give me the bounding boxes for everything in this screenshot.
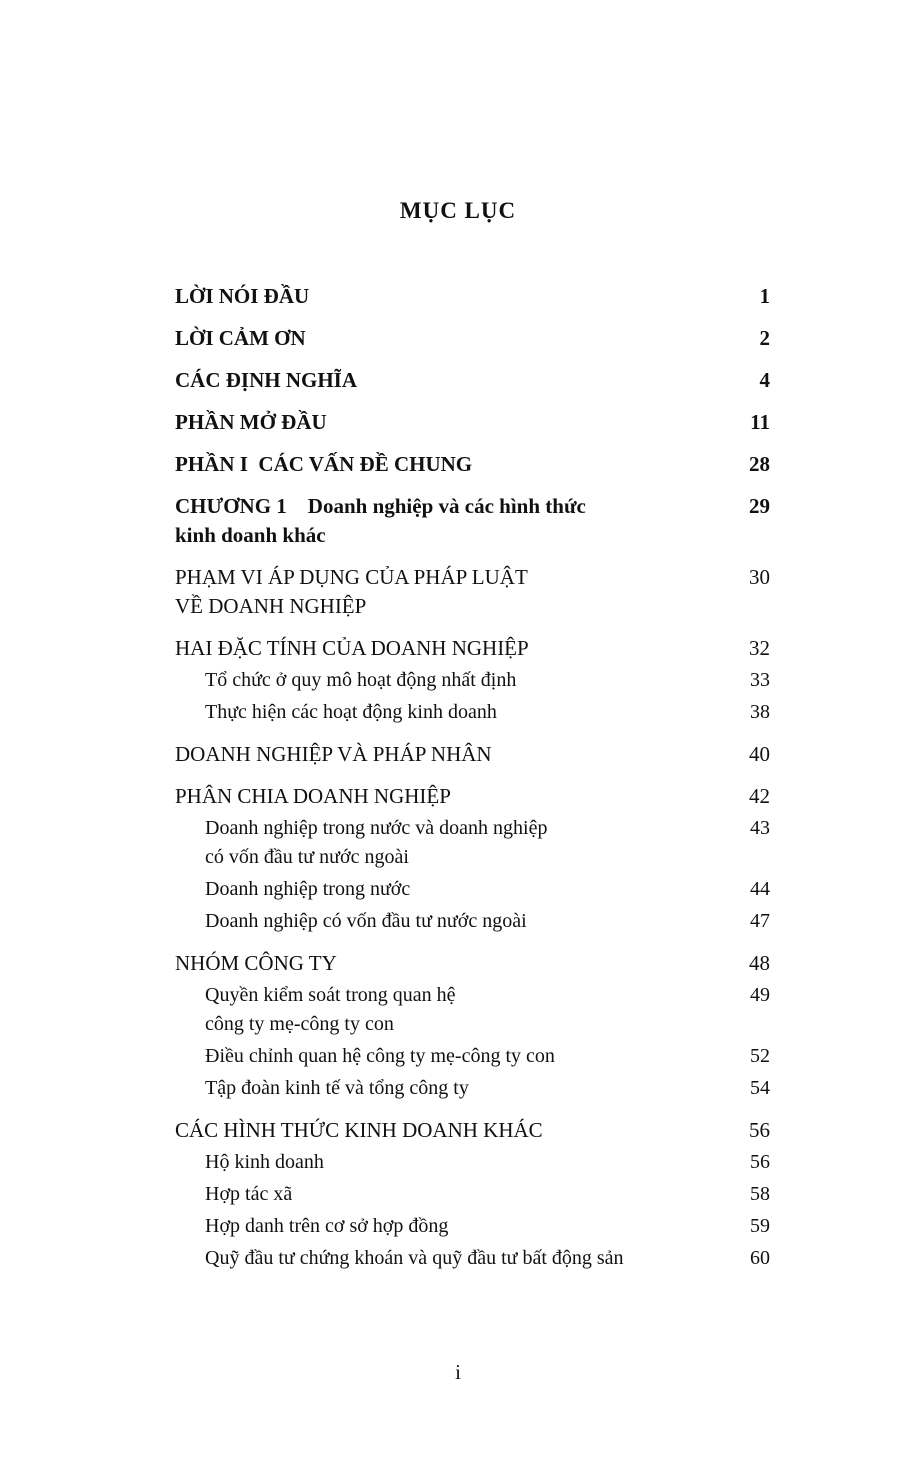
toc-entry-page: 58 [750, 1183, 770, 1205]
toc-entry-title: Hộ kinh doanh [205, 1151, 324, 1173]
toc-entry-title: DOANH NGHIỆP VÀ PHÁP NHÂN [175, 742, 492, 766]
toc-entry-page: 49 [750, 984, 770, 1006]
toc-entry-page: 47 [750, 910, 770, 932]
toc-entry [175, 782, 770, 811]
toc-entry [175, 949, 770, 978]
toc-entry [175, 450, 770, 479]
toc-entry-page: 11 [750, 410, 770, 434]
toc-entry-title: Doanh nghiệp trong nước [205, 878, 411, 900]
toc-entry-page: 54 [750, 1077, 770, 1099]
toc-entry-title: PHẦN MỞ ĐẦU [175, 410, 327, 434]
toc-entry-page: 33 [750, 669, 770, 691]
toc-entry-title: PHẦN I CÁC VẤN ĐỀ CHUNG [175, 452, 473, 476]
toc-entry [175, 1244, 770, 1273]
footer-page-number: i [455, 1360, 461, 1384]
toc-entry [175, 666, 770, 695]
toc-entry [175, 875, 770, 904]
toc-entry-page: 60 [750, 1247, 770, 1269]
toc-entry-title: Doanh nghiệp trong nước và doanh nghiệp có vốn đầu tư nước ngoài [205, 817, 548, 868]
toc-entry-title: Tập đoàn kinh tế và tổng công ty [205, 1077, 469, 1099]
toc-entry-title: NHÓM CÔNG TY [175, 951, 337, 975]
toc-entry-title: Quỹ đầu tư chứng khoán và quỹ đầu tư bất động sản [205, 1247, 624, 1269]
toc-entry [175, 698, 770, 727]
toc-entry-page: 40 [749, 742, 770, 766]
toc-entry [175, 814, 770, 872]
toc-entry-page: 38 [750, 701, 770, 723]
toc-entry-title: PHÂN CHIA DOANH NGHIỆP [175, 784, 451, 808]
toc-entry-page: 1 [759, 284, 770, 308]
toc-entry-title: Thực hiện các hoạt động kinh doanh [205, 701, 497, 723]
toc-entry [175, 324, 770, 353]
toc-entry-title: HAI ĐẶC TÍNH CỦA DOANH NGHIỆP [175, 636, 529, 660]
toc-entry-title: LỜI CẢM ƠN [175, 326, 306, 350]
toc-entry [175, 1042, 770, 1071]
toc-entry-page: 52 [750, 1045, 770, 1067]
page-title: MỤC LỤC [399, 198, 517, 223]
toc-entry-page: 56 [750, 1151, 770, 1173]
toc-entry-page: 2 [759, 326, 770, 350]
toc-entry [175, 634, 770, 663]
toc-entry-page: 28 [749, 452, 770, 476]
toc-entry-title: CÁC HÌNH THỨC KINH DOANH KHÁC [175, 1118, 543, 1142]
toc-entry [175, 366, 770, 395]
toc-entry [175, 907, 770, 936]
table-of-contents [175, 282, 770, 1273]
toc-entry-title: PHẠM VI ÁP DỤNG CỦA PHÁP LUẬT VỀ DOANH NGHIỆP [175, 565, 528, 618]
toc-entry [175, 282, 770, 311]
toc-entry-title: Tổ chức ở quy mô hoạt động nhất định [205, 669, 517, 691]
toc-entry-page: 59 [750, 1215, 770, 1237]
toc-entry-page: 48 [749, 951, 770, 975]
toc-entry-page: 29 [749, 494, 770, 518]
toc-entry [175, 408, 770, 437]
toc-entry-page: 4 [759, 368, 770, 392]
toc-entry-page: 43 [750, 817, 770, 839]
toc-entry-title: CÁC ĐỊNH NGHĨA [175, 368, 358, 392]
toc-entry [175, 1180, 770, 1209]
toc-entry-title: CHƯƠNG 1 Doanh nghiệp và các hình thức kinh doanh khác [175, 494, 586, 547]
toc-entry [175, 1148, 770, 1177]
toc-entry-page: 32 [749, 636, 770, 660]
toc-entry-page: 42 [749, 784, 770, 808]
toc-entry [175, 740, 770, 769]
toc-entry-title: Hợp danh trên cơ sở hợp đồng [205, 1215, 449, 1237]
toc-entry-page: 56 [749, 1118, 770, 1142]
toc-entry-title: LỜI NÓI ĐẦU [175, 284, 310, 308]
toc-entry [175, 1074, 770, 1103]
toc-entry [175, 981, 770, 1039]
toc-entry-page: 44 [750, 878, 770, 900]
toc-entry-page: 30 [749, 565, 770, 589]
toc-entry [175, 1116, 770, 1145]
toc-entry [175, 492, 770, 550]
toc-entry-title: Hợp tác xã [205, 1183, 293, 1205]
toc-entry [175, 1212, 770, 1241]
toc-entry-title: Doanh nghiệp có vốn đầu tư nước ngoài [205, 910, 527, 932]
toc-entry-title: Điều chỉnh quan hệ công ty mẹ-công ty con [205, 1045, 555, 1067]
toc-entry-title: Quyền kiểm soát trong quan hệ công ty mẹ-công ty con [205, 984, 456, 1035]
toc-entry [175, 563, 770, 621]
